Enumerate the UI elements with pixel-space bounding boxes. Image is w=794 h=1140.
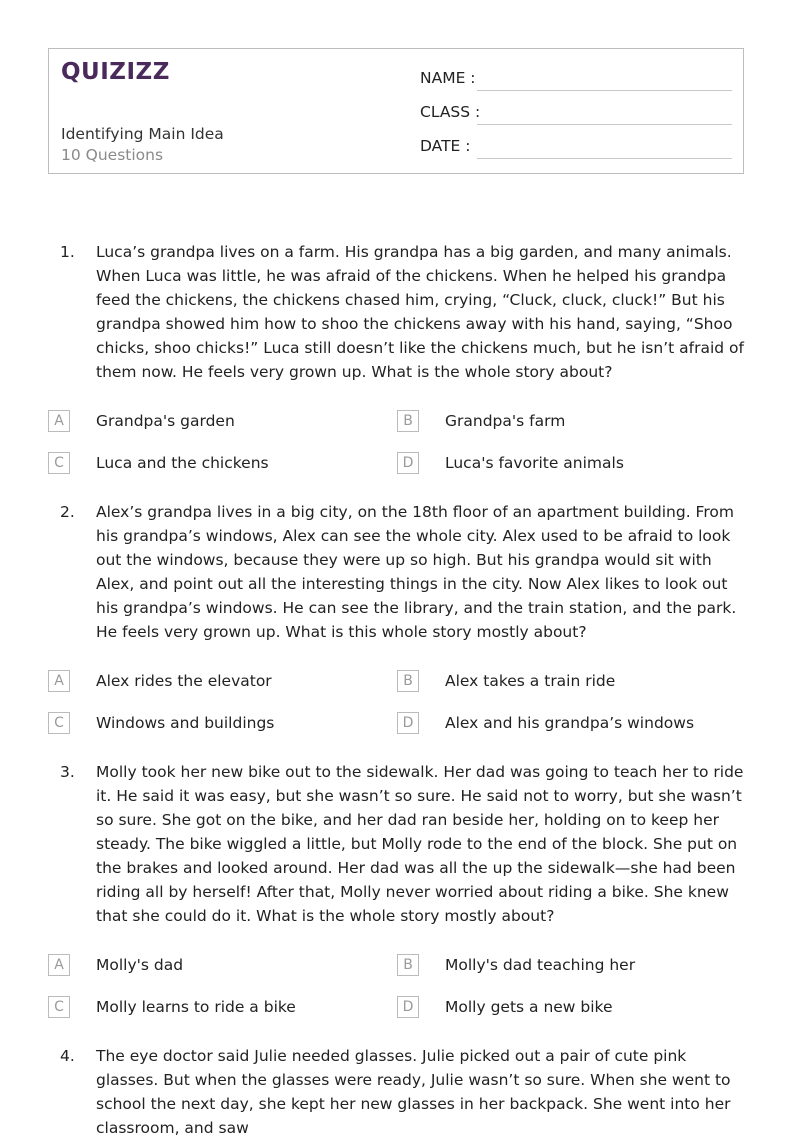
question-text: Molly took her new bike out to the sidewalk. Her dad was going to teach her to ride it. He said it was easy, but she wasn’t so sure. He said not to worry, but she wasn’t so sure. She got on the bike, and her dad ran beside her, holding on to keep her steady. The bike wiggled a little, but Molly rode to the end of the block. She put on the brakes and looked around. Her dad was all the up the sidewalk—she had been riding all by herself! After that, Molly never worried about riding a bike. She knew that she could do it. What is the whole story mostly about? [96,763,744,925]
option-letter-box: C [48,452,70,474]
class-line[interactable] [477,124,732,125]
question-number: 2. [60,503,75,521]
option-text: Windows and buildings [96,714,275,732]
question-number: 3. [60,763,75,781]
question-text: The eye doctor said Julie needed glasses. Julie picked out a pair of cute pink glasses. But when the glasses were ready, Julie wasn’t so sure. When she went to school the next day, she kept her new glasses in her backpack. She went into her classroom, and saw [96,1047,731,1137]
question-number: 1. [60,243,75,261]
option-text: Grandpa's garden [96,412,235,430]
date-line[interactable] [477,158,732,159]
option-letter-box: C [48,712,70,734]
option-text: Molly's dad [96,956,184,974]
question-text: Luca’s grandpa lives on a farm. His grandpa has a big garden, and many animals. When Luca was little, he was afraid of the chickens. When he helped his grandpa feed the chickens, the chickens chased him, crying, “Cluck, cluck, cluck!” But his grandpa showed him how to shoo the chickens away with his hand, saying, “Shoo chicks, shoo chicks!” Luca still doesn’t like the chickens much, but he isn’t afraid of them now. He feels very grown up. What is the whole story about? [96,243,744,381]
option-letter-box: B [397,954,419,976]
option-letter-box: D [397,712,419,734]
option-text: Molly gets a new bike [445,998,613,1016]
option-text: Molly's dad teaching her [445,956,636,974]
question-number: 4. [60,1047,75,1065]
option-letter-box: D [397,452,419,474]
worksheet-header [48,48,744,174]
option-text: Alex rides the elevator [96,672,272,690]
option-text: Alex and his grandpa’s windows [445,714,695,732]
name-line[interactable] [477,90,732,91]
name-label: NAME : [420,69,476,87]
option-text: Luca's favorite animals [445,454,624,472]
question-count: 10 Questions [61,146,164,164]
option-letter-box: D [397,996,419,1018]
option-letter-box: A [48,670,70,692]
option-letter-box: B [397,670,419,692]
option-letter-box: A [48,410,70,432]
question-text: Alex’s grandpa lives in a big city, on the 18th floor of an apartment building. From his grandpa’s windows, Alex can see the whole city. Alex used to be afraid to look out the windows, because they were up so high. But his grandpa would sit with Alex, and point out all the interesting things in the city. Now Alex likes to look out his grandpa’s windows. He can see the library, and the train station, and the park. He feels very grown up. What is this whole story mostly about? [96,503,737,641]
quizizz-logo: QUIZIZZ [61,59,170,85]
option-text: Grandpa's farm [445,412,566,430]
option-letter-box: A [48,954,70,976]
option-text: Luca and the chickens [96,454,269,472]
worksheet-title: Identifying Main Idea [61,125,224,143]
option-letter-box: C [48,996,70,1018]
class-label: CLASS : [420,103,481,121]
option-text: Alex takes a train ride [445,672,616,690]
option-letter-box: B [397,410,419,432]
date-label: DATE : [420,137,471,155]
option-text: Molly learns to ride a bike [96,998,296,1016]
